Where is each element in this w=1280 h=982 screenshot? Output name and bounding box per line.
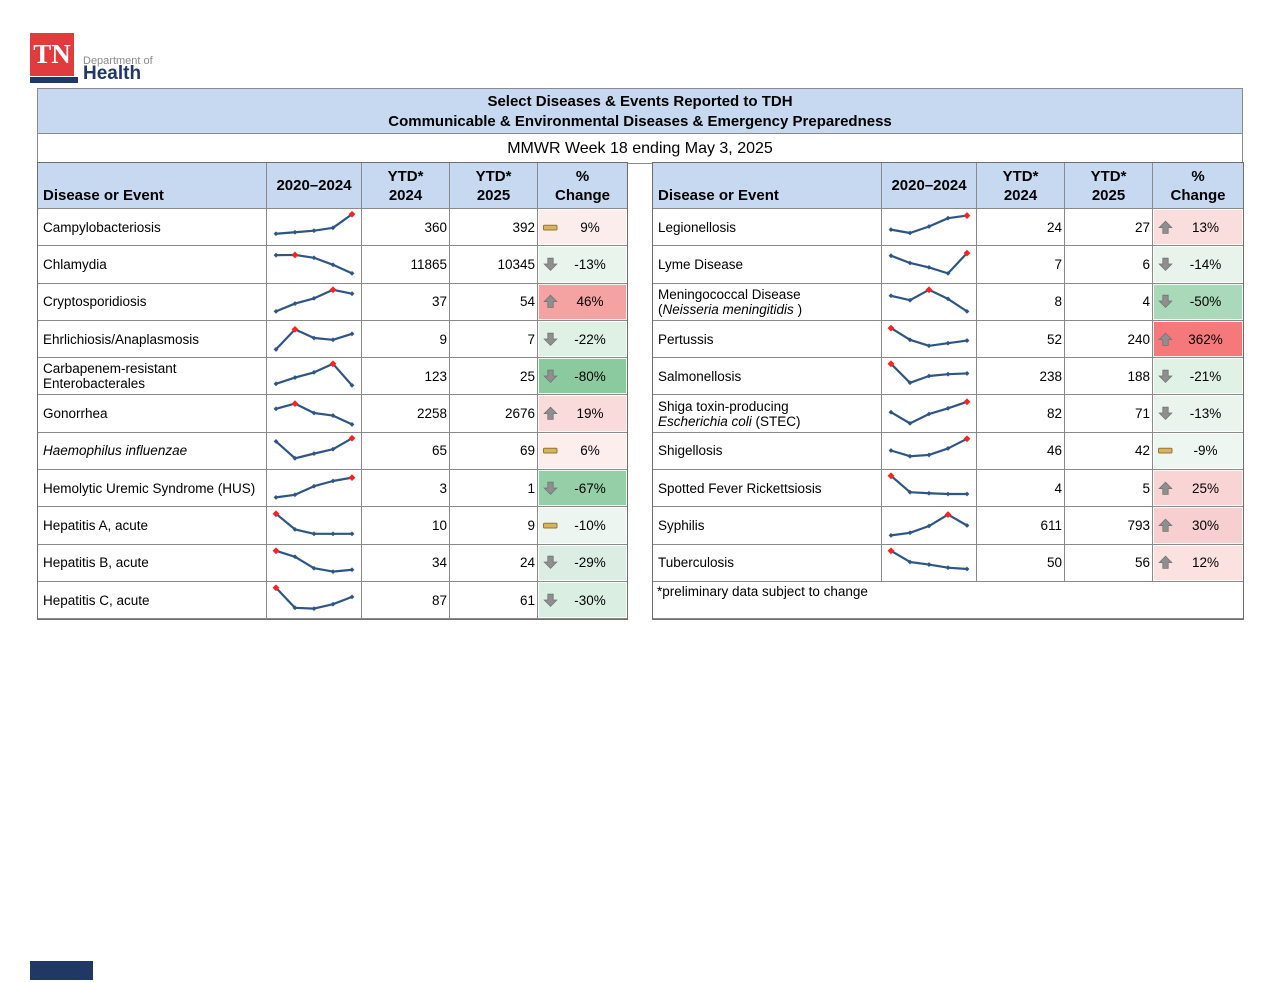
sparkline-chart <box>884 246 975 282</box>
disease-name-line <box>43 593 150 608</box>
trend-sparkline-cell <box>267 395 362 432</box>
tn-logo <box>30 33 74 76</box>
disease-name-line <box>43 376 177 391</box>
ytd-2025-value: 6 <box>1065 246 1153 283</box>
disease-name <box>658 399 801 429</box>
disease-name <box>43 406 108 421</box>
ytd-2025-value: 25 <box>450 358 538 395</box>
disease-name-segment: (STEC) <box>751 413 801 429</box>
sparkline-chart <box>884 433 975 469</box>
table-row <box>653 358 1243 395</box>
disease-name-cell <box>38 507 267 544</box>
disease-name-cell <box>653 545 882 582</box>
percent-change-cell <box>538 284 627 321</box>
disease-name-line <box>658 220 736 235</box>
ytd-2025-value: 4 <box>1065 284 1153 321</box>
disease-name <box>43 443 187 458</box>
percent-change-cell <box>1153 209 1243 246</box>
percent-change-value: -50% <box>1189 294 1222 310</box>
ytd-2024-value: 8 <box>977 284 1065 321</box>
disease-name-cell <box>653 209 882 246</box>
trend-sparkline-cell <box>882 246 977 283</box>
ytd-2025-value: 188 <box>1065 358 1153 395</box>
right-disease-table <box>652 162 1244 620</box>
disease-name-line <box>43 555 149 570</box>
title-line1: Select Diseases & Events Reported to TDH <box>487 92 793 110</box>
ytd-2025-value: 793 <box>1065 507 1153 544</box>
ytd-2025-value: 69 <box>450 433 538 470</box>
percent-change-cell <box>538 470 627 507</box>
ytd-2024-value: 7 <box>977 246 1065 283</box>
disease-name-cell <box>38 395 267 432</box>
up-arrow-icon <box>542 293 559 310</box>
disease-name-line <box>658 481 822 496</box>
sparkline-chart <box>884 358 975 394</box>
sparkline-chart <box>884 321 975 357</box>
bottom-navy-bar <box>30 961 93 980</box>
ytd-2024-value: 65 <box>362 433 450 470</box>
trend-sparkline-cell <box>267 507 362 544</box>
percent-change-cell <box>1153 433 1243 470</box>
trend-sparkline-cell <box>882 470 977 507</box>
left-table-header <box>38 163 627 209</box>
left-disease-table <box>37 162 628 620</box>
title-banner <box>37 88 1243 135</box>
ytd-2024-value: 50 <box>977 545 1065 582</box>
percent-change-cell <box>1153 507 1243 544</box>
left-table-body <box>38 209 627 619</box>
disease-name-cell <box>38 321 267 358</box>
ytd-2025-value: 392 <box>450 209 538 246</box>
disease-name <box>43 593 150 608</box>
disease-name-segment: Gonorrhea <box>43 406 108 422</box>
percent-change-value: 6% <box>580 443 600 459</box>
logo-health: Health <box>83 63 142 84</box>
disease-name-line <box>43 332 199 347</box>
table-row <box>38 284 627 321</box>
ytd-2025-value: 27 <box>1065 209 1153 246</box>
disease-name <box>43 220 161 235</box>
table-row <box>38 321 627 358</box>
disease-name-segment: Escherichia coli <box>658 413 752 429</box>
down-arrow-icon <box>542 554 559 571</box>
table-row <box>38 433 627 470</box>
table-row <box>38 507 627 544</box>
percent-change-value: -30% <box>574 592 606 608</box>
ytd-2025-value: 61 <box>450 582 538 619</box>
disease-name <box>658 481 822 496</box>
table-row <box>38 545 627 582</box>
table-row <box>38 246 627 283</box>
disease-name-segment: Salmonellosis <box>658 368 742 384</box>
disease-name-cell <box>653 284 882 321</box>
percent-change-cell <box>1153 246 1243 283</box>
no-change-icon <box>1157 442 1174 459</box>
disease-name-line <box>43 518 148 533</box>
disease-name-line <box>43 481 255 496</box>
disease-name-segment: Syphilis <box>658 518 705 534</box>
disease-name-segment: ) <box>793 301 803 317</box>
disease-name-cell <box>653 395 882 432</box>
ytd-2024-value: 24 <box>977 209 1065 246</box>
disease-name-line <box>658 369 741 384</box>
trend-sparkline-cell <box>267 209 362 246</box>
tn-logo-text: TN <box>33 39 71 69</box>
disease-name-segment: Enterobacterales <box>43 376 146 392</box>
disease-name-segment: Hepatitis A, acute <box>43 518 149 534</box>
disease-name-line <box>658 518 705 533</box>
disease-name <box>43 257 107 272</box>
column-header-ytd-2025: YTD* 2025 <box>450 163 538 209</box>
trend-sparkline-cell <box>267 284 362 321</box>
down-arrow-icon <box>542 256 559 273</box>
disease-name-cell <box>38 358 267 395</box>
percent-change-value: -80% <box>574 368 606 384</box>
ytd-2024-value: 46 <box>977 433 1065 470</box>
sparkline-chart <box>884 396 975 432</box>
percent-change-value: -22% <box>574 331 606 347</box>
percent-change-cell <box>538 507 627 544</box>
disease-name-cell <box>38 470 267 507</box>
column-header-percent-change: % Change <box>538 163 627 209</box>
percent-change-value: -14% <box>1189 256 1222 272</box>
table-row <box>653 395 1243 432</box>
percent-change-value: -21% <box>1189 368 1222 384</box>
disease-name-cell <box>653 433 882 470</box>
ytd-2025-value: 54 <box>450 284 538 321</box>
ytd-2025-value: 24 <box>450 545 538 582</box>
disease-name <box>43 294 147 309</box>
ytd-2024-value: 360 <box>362 209 450 246</box>
percent-change-cell <box>538 433 627 470</box>
table-row <box>38 582 627 619</box>
ytd-2025-value: 42 <box>1065 433 1153 470</box>
up-arrow-icon <box>1157 517 1174 534</box>
column-header-ytd-2024: YTD* 2024 <box>362 163 450 209</box>
disease-name <box>43 361 177 391</box>
down-arrow-icon <box>1157 293 1174 310</box>
percent-change-cell <box>1153 358 1243 395</box>
trend-sparkline-cell <box>267 321 362 358</box>
ytd-2024-value: 123 <box>362 358 450 395</box>
column-header-ytd-2025: YTD* 2025 <box>1065 163 1153 209</box>
disease-name-line <box>43 406 108 421</box>
disease-name <box>43 555 149 570</box>
ytd-2024-value: 4 <box>977 470 1065 507</box>
down-arrow-icon <box>1157 256 1174 273</box>
disease-name-cell <box>653 358 882 395</box>
table-row <box>38 395 627 432</box>
sparkline-chart <box>269 545 360 581</box>
disease-name-line <box>43 220 161 235</box>
disease-name-segment: Hepatitis C, acute <box>43 592 150 608</box>
no-change-icon <box>542 442 559 459</box>
disease-name-line <box>658 443 723 458</box>
disease-name-cell <box>38 582 267 619</box>
column-header-disease: Disease or Event <box>653 163 882 209</box>
up-arrow-icon <box>1157 480 1174 497</box>
disease-name-segment: Carbapenem-resistant <box>43 361 177 377</box>
percent-change-cell <box>538 358 627 395</box>
ytd-2024-value: 9 <box>362 321 450 358</box>
sparkline-chart <box>884 284 975 320</box>
table-row <box>653 284 1243 321</box>
right-table-header <box>653 163 1243 209</box>
sparkline-chart <box>269 470 360 506</box>
percent-change-cell <box>1153 470 1243 507</box>
disease-name <box>658 443 723 458</box>
percent-change-cell <box>538 246 627 283</box>
trend-sparkline-cell <box>882 209 977 246</box>
column-header-percent-change: % Change <box>1153 163 1243 209</box>
disease-name-line <box>43 443 187 458</box>
sparkline-chart <box>269 246 360 282</box>
column-header-disease: Disease or Event <box>38 163 267 209</box>
percent-change-cell <box>538 209 627 246</box>
disease-name-segment: Meningococcal Disease <box>658 286 801 302</box>
ytd-2024-value: 82 <box>977 395 1065 432</box>
ytd-2025-value: 9 <box>450 507 538 544</box>
disease-name-line <box>658 332 714 347</box>
title-line2: Communicable & Environmental Diseases & Emergency Preparedness <box>388 112 892 130</box>
disease-name-segment: Lyme Disease <box>658 256 744 272</box>
mmwr-week-banner <box>37 133 1243 164</box>
mmwr-week-text: MMWR Week 18 ending May 3, 2025 <box>507 139 773 157</box>
percent-change-value: -10% <box>574 518 606 534</box>
ytd-2025-value: 7 <box>450 321 538 358</box>
percent-change-value: 19% <box>576 406 604 422</box>
disease-name-line <box>658 414 801 429</box>
disease-name-line <box>658 302 802 317</box>
disease-name <box>43 481 255 496</box>
percent-change-value: -67% <box>574 480 606 496</box>
down-arrow-icon <box>1157 368 1174 385</box>
down-arrow-icon <box>542 592 559 609</box>
percent-change-cell <box>1153 284 1243 321</box>
disease-name-cell <box>38 284 267 321</box>
disease-name-segment: Pertussis <box>658 331 714 347</box>
disease-name <box>658 257 743 272</box>
ytd-2025-value: 1 <box>450 470 538 507</box>
ytd-2024-value: 238 <box>977 358 1065 395</box>
trend-sparkline-cell <box>267 433 362 470</box>
disease-name-line <box>658 257 743 272</box>
disease-name-segment: Shigellosis <box>658 443 723 459</box>
table-row <box>653 470 1243 507</box>
disease-name-line <box>658 287 802 302</box>
disease-name-cell <box>653 246 882 283</box>
disease-name <box>43 518 148 533</box>
no-change-icon <box>542 517 559 534</box>
sparkline-chart <box>884 508 975 544</box>
disease-name-segment: Hepatitis B, acute <box>43 555 149 571</box>
ytd-2025-value: 5 <box>1065 470 1153 507</box>
ytd-2024-value: 11865 <box>362 246 450 283</box>
disease-name-segment: Hemolytic Uremic Syndrome (HUS) <box>43 480 256 496</box>
disease-name-segment: Spotted Fever Rickettsiosis <box>658 480 822 496</box>
sparkline-chart <box>269 582 360 618</box>
trend-sparkline-cell <box>882 545 977 582</box>
disease-name-line <box>43 361 177 376</box>
no-change-icon <box>542 219 559 236</box>
down-arrow-icon <box>542 480 559 497</box>
preliminary-data-footnote: *preliminary data subject to change <box>653 582 1243 619</box>
trend-sparkline-cell <box>882 284 977 321</box>
trend-sparkline-cell <box>882 358 977 395</box>
ytd-2025-value: 10345 <box>450 246 538 283</box>
ytd-2025-value: 71 <box>1065 395 1153 432</box>
right-table-body <box>653 209 1243 582</box>
sparkline-chart <box>269 358 360 394</box>
table-row <box>38 209 627 246</box>
disease-name-line <box>43 294 147 309</box>
ytd-2024-value: 52 <box>977 321 1065 358</box>
trend-sparkline-cell <box>267 246 362 283</box>
percent-change-cell <box>538 321 627 358</box>
sparkline-chart <box>269 396 360 432</box>
table-row <box>653 507 1243 544</box>
ytd-2024-value: 611 <box>977 507 1065 544</box>
percent-change-cell <box>538 545 627 582</box>
disease-name-line <box>43 257 107 272</box>
percent-change-cell <box>538 582 627 619</box>
disease-name-segment: Neisseria meningitidis <box>662 301 794 317</box>
table-row <box>653 209 1243 246</box>
disease-name-segment: Cryptosporidiosis <box>43 294 147 310</box>
sparkline-chart <box>884 209 975 245</box>
trend-sparkline-cell <box>882 395 977 432</box>
table-row <box>653 321 1243 358</box>
down-arrow-icon <box>1157 405 1174 422</box>
trend-sparkline-cell <box>882 433 977 470</box>
disease-name-cell <box>38 246 267 283</box>
ytd-2025-value: 240 <box>1065 321 1153 358</box>
ytd-2024-value: 2258 <box>362 395 450 432</box>
logo-department-of: Department of <box>83 55 153 67</box>
disease-name-cell <box>653 507 882 544</box>
sparkline-chart <box>269 433 360 469</box>
disease-name-cell <box>38 209 267 246</box>
up-arrow-icon <box>1157 331 1174 348</box>
disease-name-segment: Haemophilus influenzae <box>43 443 188 459</box>
percent-change-value: 12% <box>1191 555 1220 571</box>
percent-change-cell <box>1153 395 1243 432</box>
table-row <box>653 433 1243 470</box>
disease-name-segment: Tuberculosis <box>658 555 735 571</box>
percent-change-value: 13% <box>1191 219 1220 235</box>
disease-name-line <box>658 399 801 414</box>
disease-name <box>43 332 199 347</box>
percent-change-cell <box>1153 321 1243 358</box>
ytd-2024-value: 34 <box>362 545 450 582</box>
down-arrow-icon <box>542 368 559 385</box>
percent-change-value: 25% <box>1191 480 1220 496</box>
ytd-2024-value: 87 <box>362 582 450 619</box>
percent-change-value: 362% <box>1188 331 1223 347</box>
sparkline-chart <box>269 508 360 544</box>
percent-change-value: -9% <box>1193 443 1218 459</box>
percent-change-value: -13% <box>574 256 606 272</box>
trend-sparkline-cell <box>267 470 362 507</box>
table-row <box>38 358 627 395</box>
table-row <box>653 246 1243 283</box>
disease-name-segment: Shiga toxin-producing <box>658 398 789 414</box>
disease-name-segment: Chlamydia <box>43 256 107 272</box>
disease-name-cell <box>653 321 882 358</box>
disease-name <box>658 332 714 347</box>
disease-name <box>658 369 741 384</box>
trend-sparkline-cell <box>882 321 977 358</box>
disease-name-cell <box>38 433 267 470</box>
percent-change-value: 46% <box>576 294 604 310</box>
percent-change-value: 9% <box>580 219 600 235</box>
sparkline-chart <box>884 470 975 506</box>
up-arrow-icon <box>1157 219 1174 236</box>
disease-name-segment: Legionellosis <box>658 219 737 235</box>
percent-change-value: 30% <box>1191 518 1220 534</box>
percent-change-value: -13% <box>1189 406 1222 422</box>
logo-underline <box>30 77 78 83</box>
ytd-2025-value: 2676 <box>450 395 538 432</box>
disease-name <box>658 518 705 533</box>
disease-name <box>658 287 802 317</box>
column-header-trend: 2020–2024 <box>882 163 977 209</box>
trend-sparkline-cell <box>882 507 977 544</box>
trend-sparkline-cell <box>267 545 362 582</box>
percent-change-cell <box>1153 545 1243 582</box>
disease-name-cell <box>653 470 882 507</box>
sparkline-chart <box>269 209 360 245</box>
up-arrow-icon <box>542 405 559 422</box>
ytd-2024-value: 37 <box>362 284 450 321</box>
percent-change-cell <box>538 395 627 432</box>
ytd-2024-value: 3 <box>362 470 450 507</box>
disease-name-segment: Campylobacteriosis <box>43 219 161 235</box>
disease-name-cell <box>38 545 267 582</box>
column-header-trend: 2020–2024 <box>267 163 362 209</box>
trend-sparkline-cell <box>267 582 362 619</box>
down-arrow-icon <box>542 331 559 348</box>
sparkline-chart <box>269 284 360 320</box>
sparkline-chart <box>884 545 975 581</box>
sparkline-chart <box>269 321 360 357</box>
column-header-ytd-2024: YTD* 2024 <box>977 163 1065 209</box>
trend-sparkline-cell <box>267 358 362 395</box>
disease-name-segment: Ehrlichiosis/Anaplasmosis <box>43 331 200 347</box>
ytd-2024-value: 10 <box>362 507 450 544</box>
table-row <box>653 545 1243 582</box>
disease-name-segment: ( <box>658 301 663 317</box>
ytd-2025-value: 56 <box>1065 545 1153 582</box>
up-arrow-icon <box>1157 554 1174 571</box>
disease-name <box>658 555 734 570</box>
disease-name <box>658 220 736 235</box>
table-row <box>38 470 627 507</box>
percent-change-value: -29% <box>574 555 606 571</box>
disease-name-line <box>658 555 734 570</box>
